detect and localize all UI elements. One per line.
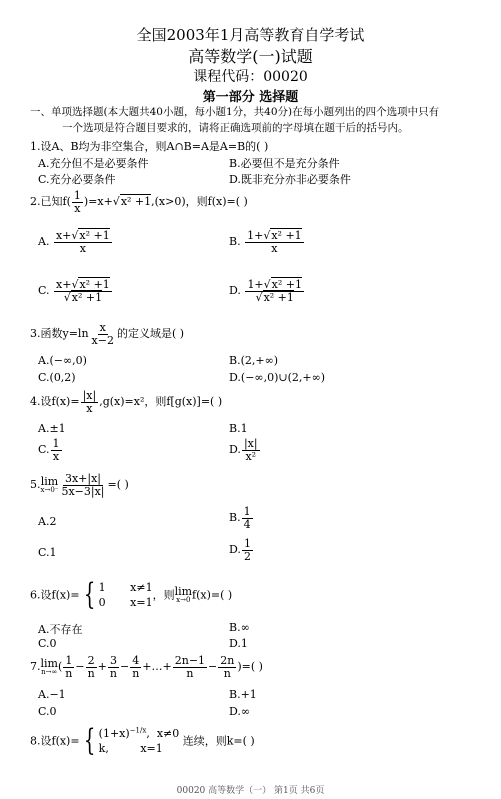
q8-case1-exp: −1/x xyxy=(129,726,147,735)
q7-term5 xyxy=(173,655,207,679)
q3-fraction xyxy=(90,322,116,346)
q7-option-a: A.−1 xyxy=(38,688,66,701)
q6-lim: lim xyxy=(174,585,193,599)
q2-a-label: A. xyxy=(38,235,50,249)
q5-fraction xyxy=(59,473,106,497)
page-footer: 00020 高等数学（一） 第1页 共6页 xyxy=(176,786,325,796)
section-title: 第一部分 选择题 xyxy=(202,90,299,105)
q2-b-label: B. xyxy=(229,235,241,249)
q6-case2 xyxy=(99,595,153,610)
q2-tail: ,(x>0)，则f(x)=( ) xyxy=(151,195,248,209)
q7-term4 xyxy=(130,655,141,679)
q7-t5-num: 2n−1 xyxy=(174,654,206,667)
q5-lim-sub: x→0⁻ xyxy=(40,486,59,495)
q7-term6 xyxy=(218,655,236,679)
q7-t4-num: 4 xyxy=(132,654,140,667)
q6-option-c: C.0 xyxy=(38,637,57,650)
q4-fraction xyxy=(81,390,99,414)
q5-option-d xyxy=(229,538,254,562)
sqrt-icon: √ xyxy=(112,195,120,209)
q6-prefix: 6.设f(x)= xyxy=(30,588,80,602)
q2-frac-den: x xyxy=(74,201,81,215)
q7-limit xyxy=(41,658,58,676)
q6-lim-sub: x→0 xyxy=(176,596,191,605)
q5-num: 3x+|x| xyxy=(64,472,102,485)
q4-c-num: 1 xyxy=(52,437,60,450)
q2-a-den: x xyxy=(79,241,86,255)
q6-case1-cond: x≠1 xyxy=(130,581,153,594)
q4-mid: ,g(x)=x²，则f[g(x)]=( ) xyxy=(99,395,223,409)
sqrt-icon: √ xyxy=(255,290,263,304)
q7-open: ( xyxy=(57,660,63,674)
q7-term3 xyxy=(108,655,119,679)
q4-c-label: C. xyxy=(38,443,50,457)
q4-den: x xyxy=(86,401,93,415)
instructions-line2: 一个选项是符合题目要求的，请将正确选项前的字母填在题干后的括号内。 xyxy=(62,122,409,134)
q6-tail: f(x)=( ) xyxy=(192,588,233,602)
q2-option-d xyxy=(229,279,305,303)
q4-prefix: 4.设f(x)= xyxy=(30,395,80,409)
q7-op5: − xyxy=(208,660,218,674)
q4-num: |x| xyxy=(82,389,97,402)
q7-op2: + xyxy=(97,660,107,674)
q5-option-a: A.2 xyxy=(38,515,57,528)
q2-radicand: x² +1 xyxy=(120,195,152,209)
q7-t5-den: n xyxy=(186,666,194,680)
q7-stem xyxy=(30,655,263,679)
q1-option-b: B.必要但不是充分条件 xyxy=(229,157,340,170)
q7-t6-den: n xyxy=(223,666,231,680)
q7-option-c: C.0 xyxy=(38,705,57,718)
left-brace-icon: { xyxy=(83,723,95,759)
q7-t2-den: n xyxy=(87,666,95,680)
q5-option-c: C.1 xyxy=(38,546,57,559)
q4-option-c xyxy=(38,438,63,462)
q7-t1-num: 1 xyxy=(65,654,73,667)
q3-prefix: 3.函数y=ln xyxy=(30,327,89,341)
q5-b-num: 1 xyxy=(243,505,251,518)
course-code: 课程代码：00020 xyxy=(193,69,308,85)
q4-option-d xyxy=(229,438,261,462)
q8-tail: 连续，则k=( ) xyxy=(182,734,255,748)
q8-case2-val: k, xyxy=(98,742,109,756)
q5-limit xyxy=(41,476,59,494)
q7-dots: +…+ xyxy=(142,660,172,674)
q7-option-b: B.+1 xyxy=(229,688,257,701)
q3-den: x−2 xyxy=(91,333,114,347)
q7-t1-den: n xyxy=(65,666,73,680)
q2-c-rad: x² +1 xyxy=(79,278,110,291)
q8-cases xyxy=(99,726,180,757)
q1-stem: 1.设A、B均为非空集合，则A∩B=A是A=B的( ) xyxy=(30,140,269,153)
q2-option-a xyxy=(38,230,113,254)
sqrt-icon: √ xyxy=(263,278,271,291)
q5-d-den: 2 xyxy=(243,549,251,563)
q5-prefix: 5. xyxy=(30,478,41,492)
q3-option-d: D.(−∞,0)∪(2,+∞) xyxy=(229,371,326,384)
q1-option-d: D.既非充分亦非必要条件 xyxy=(229,173,351,186)
sqrt-icon: √ xyxy=(63,290,71,304)
q7-lim: lim xyxy=(40,657,58,671)
q2-c-num: x+ xyxy=(56,278,72,291)
q2-fraction xyxy=(72,190,83,214)
q5-d-fraction xyxy=(242,538,253,562)
instructions-line1: 一、单项选择题(本大题共40小题，每小题1分，共40分)在每小题列出的四个选项中只有 xyxy=(30,106,440,118)
q6-option-b: B.∞ xyxy=(229,621,250,634)
q7-term2 xyxy=(86,655,97,679)
q3-option-c: C.(0,2) xyxy=(38,371,76,384)
q7-lim-sub: n→∞ xyxy=(41,668,58,677)
q4-option-b: B.1 xyxy=(229,422,248,435)
q4-stem xyxy=(30,390,222,414)
q7-t2-num: 2 xyxy=(87,654,95,667)
q3-option-b: B.(2,+∞) xyxy=(229,354,279,367)
q7-t3-num: 3 xyxy=(109,654,117,667)
q4-c-den: x xyxy=(52,449,60,463)
q6-case1 xyxy=(99,580,153,595)
q5-den: 5x−3|x| xyxy=(61,484,105,498)
q2-c-fraction xyxy=(54,279,112,303)
q5-tail: =( ) xyxy=(107,478,129,492)
q6-limit xyxy=(175,586,192,604)
q2-mid: )=x+ xyxy=(83,195,113,209)
q3-option-a: A.(−∞,0) xyxy=(38,354,87,367)
q2-c-label: C. xyxy=(38,284,50,298)
q7-prefix: 7. xyxy=(30,660,41,674)
q2-b-rad: x² +1 xyxy=(271,229,302,242)
q2-d-den-rad: x² +1 xyxy=(263,290,294,304)
sqrt-icon: √ xyxy=(263,229,271,242)
q5-b-den: 4 xyxy=(243,517,251,531)
q5-b-fraction xyxy=(242,506,253,530)
q7-t6-num: 2n xyxy=(220,654,235,667)
q5-d-label: D. xyxy=(229,543,241,557)
q1-option-c: C.充分必要条件 xyxy=(38,173,116,186)
q4-d-label: D. xyxy=(229,443,241,457)
q7-t4-den: n xyxy=(132,666,140,680)
sqrt-icon: √ xyxy=(71,229,79,242)
q1-option-a: A.充分但不是必要条件 xyxy=(38,157,149,170)
q7-term1 xyxy=(63,655,74,679)
q2-b-num: 1+ xyxy=(247,229,264,242)
q8-case2-cond: x=1 xyxy=(140,742,163,756)
q7-t3-den: n xyxy=(109,666,117,680)
exam-title: 全国2003年1月高等教育自学考试 xyxy=(136,26,365,44)
q4-d-den: x² xyxy=(245,449,257,463)
q7-tail: )=( ) xyxy=(237,660,263,674)
q2-prefix: 2.已知f( xyxy=(30,195,71,209)
q4-d-fraction xyxy=(242,438,260,462)
q2-d-label: D. xyxy=(229,284,241,298)
q4-c-fraction xyxy=(51,438,62,462)
q5-lim: lim xyxy=(40,475,59,489)
q6-case1-val: 1 xyxy=(98,581,106,594)
q5-option-b xyxy=(229,506,254,530)
q5-b-label: B. xyxy=(229,511,241,525)
q2-d-fraction xyxy=(245,279,304,303)
q2-a-fraction xyxy=(54,230,112,254)
q6-mid: ，则 xyxy=(152,588,175,602)
q2-b-den: x xyxy=(271,241,278,255)
q8-case1-val: (1+x) xyxy=(98,727,130,740)
q2-frac-num: 1 xyxy=(73,189,81,202)
q2-a-rad: x² +1 xyxy=(79,229,110,242)
q6-option-a: A.不存在 xyxy=(38,623,83,636)
q2-b-fraction xyxy=(245,230,304,254)
q2-a-num: x+ xyxy=(55,229,72,242)
q6-case2-val: 0 xyxy=(98,596,106,610)
q2-d-num: 1+ xyxy=(247,278,264,291)
subject-title: 高等数学(一)试题 xyxy=(188,47,313,66)
q8-case1-cond: x≠0 xyxy=(156,727,180,740)
q2-c-den-rad: x² +1 xyxy=(71,290,103,304)
q2-option-b xyxy=(229,230,305,254)
q2-stem xyxy=(30,190,248,214)
q3-stem xyxy=(30,322,184,346)
q6-cases xyxy=(99,580,153,611)
q2-d-rad: x² +1 xyxy=(271,278,302,291)
sqrt-icon: √ xyxy=(71,278,79,291)
q6-option-d: D.1 xyxy=(229,637,248,650)
q8-case2 xyxy=(99,741,180,756)
q5-stem xyxy=(30,473,129,497)
q3-tail: 的定义域是( ) xyxy=(116,327,185,341)
q6-stem xyxy=(30,577,233,613)
q3-num: x xyxy=(99,321,106,334)
q8-prefix: 8.设f(x)= xyxy=(30,734,80,748)
q5-d-num: 1 xyxy=(243,537,251,550)
q6-case2-cond: x=1 xyxy=(130,596,153,610)
q4-d-num: |x| xyxy=(243,437,258,450)
q4-option-a: A.±1 xyxy=(38,422,66,435)
left-brace-icon: { xyxy=(83,577,95,613)
q7-op1: − xyxy=(75,660,85,674)
q8-stem xyxy=(30,723,255,759)
q2-option-c xyxy=(38,279,113,303)
q7-option-d: D.∞ xyxy=(229,705,251,718)
q8-case1: $(1+x)^{-1/x}$, x≠0 xyxy=(98,726,180,740)
q7-op3: − xyxy=(119,660,130,674)
